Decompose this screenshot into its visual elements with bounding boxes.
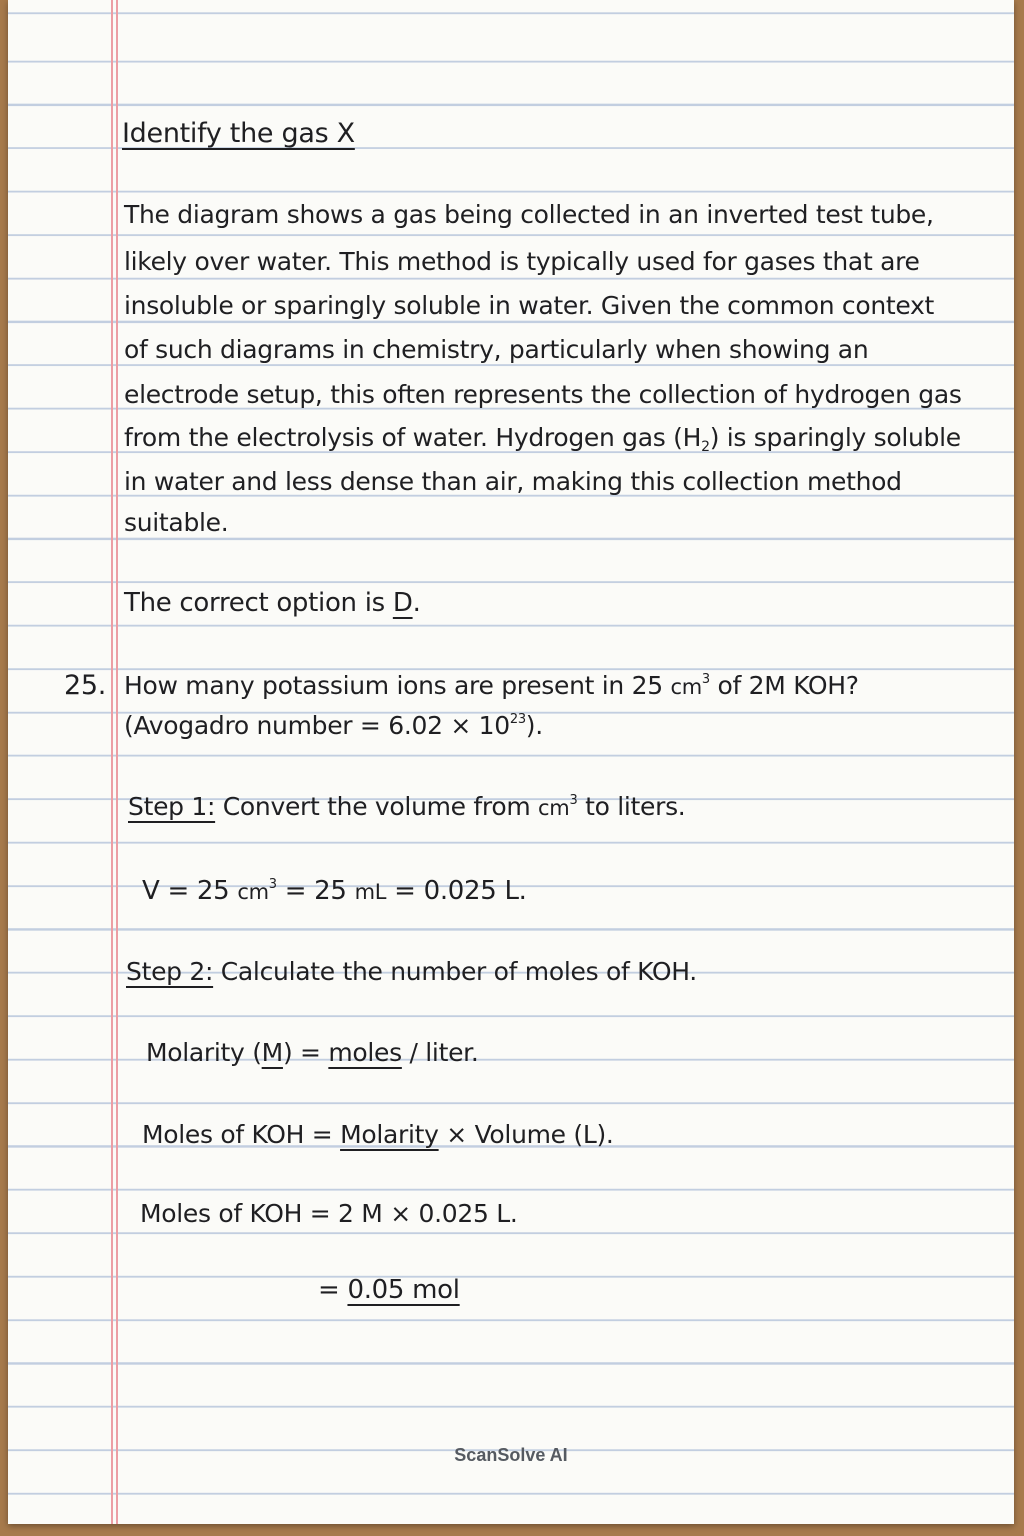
question-line: (Avogadro number = $6.02 \times 10^{23}$). bbox=[124, 711, 543, 740]
step1-equation: V = 25 $cm^3 = 25$ mL = 0.025 L. bbox=[142, 876, 527, 906]
paragraph-line: of such diagrams in chemistry, particularly when showing an bbox=[124, 335, 869, 364]
brand-watermark: ScanSolve AI bbox=[454, 1445, 568, 1465]
molarity-definition: Molarity (M) = moles / liter. bbox=[146, 1038, 479, 1067]
heading: Identify the gas X bbox=[122, 118, 355, 149]
paragraph-line: likely over water. This method is typically used for gases that are bbox=[124, 247, 920, 276]
paragraph-line: suitable. bbox=[124, 508, 229, 537]
paragraph-line: The diagram shows a gas being collected in an inverted test tube, bbox=[124, 200, 934, 229]
step1-label: Step 1: bbox=[128, 792, 216, 821]
margin-line bbox=[111, 0, 113, 1524]
step2-line: Step 2: Calculate the number of moles of KOH. bbox=[126, 957, 697, 986]
answer-line: The correct option is D. bbox=[124, 588, 421, 618]
paragraph-line: in water and less dense than air, making this collection method bbox=[124, 467, 902, 496]
answer-option: D bbox=[392, 588, 413, 618]
paragraph-line: from the electrolysis of water. Hydrogen gas $(H_2)$ is sparingly soluble bbox=[124, 423, 961, 455]
notebook-page bbox=[8, 0, 1014, 1524]
question-number: 25. bbox=[64, 670, 107, 701]
moles-formula: Moles of KOH = Molarity × Volume (L). bbox=[142, 1120, 614, 1149]
question-line: How many potassium ions are present in 25 $cm^3$ of 2M KOH? bbox=[124, 671, 859, 700]
margin-line bbox=[116, 0, 118, 1524]
moles-calculation: Moles of KOH = 2 M × 0.025 L. bbox=[140, 1199, 518, 1228]
step2-label: Step 2: bbox=[126, 957, 214, 986]
paragraph-line: insoluble or sparingly soluble in water. Given the common context bbox=[124, 291, 935, 320]
step1-line: Step 1: Convert the volume from $cm^3$ to liters. bbox=[128, 792, 686, 821]
moles-result: = 0.05 mol bbox=[318, 1275, 460, 1305]
paragraph-line: electrode setup, this often represents the collection of hydrogen gas bbox=[124, 380, 962, 409]
